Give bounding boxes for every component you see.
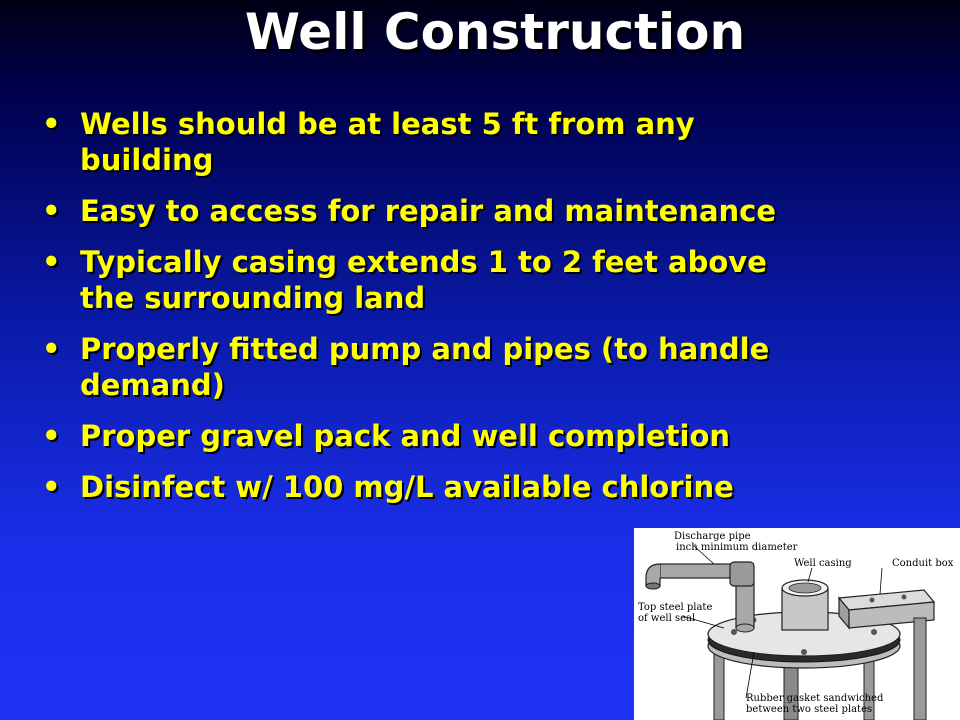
bullet-item bbox=[42, 469, 862, 505]
label-steel-plates: between two steel plates bbox=[746, 704, 873, 715]
label-rubber-gasket: Rubber gasket sandwiched bbox=[746, 693, 884, 704]
bullet-text-line: Wells should be at least 5 ft from any bbox=[80, 107, 695, 141]
bullet-item bbox=[42, 331, 862, 403]
slide-title: Well Construction bbox=[244, 3, 746, 61]
label-well-casing: Well casing bbox=[794, 558, 852, 569]
bullet-item bbox=[42, 193, 862, 229]
bullet-text-line: demand) bbox=[80, 368, 225, 402]
bullet-text-line: Easy to access for repair and maintenance bbox=[80, 194, 777, 228]
label-well-seal: of well seal bbox=[638, 613, 696, 624]
bullet-list bbox=[42, 106, 862, 520]
bullet-text-line: Disinfect w/ 100 mg/L available chlorine bbox=[80, 470, 734, 504]
bullet-dot-icon: • bbox=[42, 245, 61, 279]
bullet-item bbox=[42, 106, 862, 178]
bullet-text-line: Properly fitted pump and pipes (to handle bbox=[80, 332, 770, 366]
label-conduit-box: Conduit box bbox=[892, 558, 954, 569]
bullet-text-line: Typically casing extends 1 to 2 feet above bbox=[80, 245, 767, 279]
bullet-dot-icon: • bbox=[42, 332, 61, 366]
well-seal-illustration bbox=[634, 528, 960, 720]
label-pipe-diameter: inch minimum diameter bbox=[676, 542, 798, 553]
label-discharge-pipe: Discharge pipe bbox=[674, 531, 751, 542]
bullet-dot-icon: • bbox=[42, 419, 61, 453]
bullet-dot-icon: • bbox=[42, 107, 61, 141]
bullet-text-line: Proper gravel pack and well completion bbox=[80, 419, 731, 453]
bullet-dot-icon: • bbox=[42, 194, 61, 228]
bullet-dot-icon: • bbox=[42, 470, 61, 504]
well-seal-diagram bbox=[634, 528, 960, 720]
label-steel-plate: Top steel plate bbox=[638, 602, 713, 613]
bullet-text-line: building bbox=[80, 143, 214, 177]
bullet-item bbox=[42, 418, 862, 454]
bullet-item bbox=[42, 244, 862, 316]
bullet-text-line: the surrounding land bbox=[80, 281, 426, 315]
